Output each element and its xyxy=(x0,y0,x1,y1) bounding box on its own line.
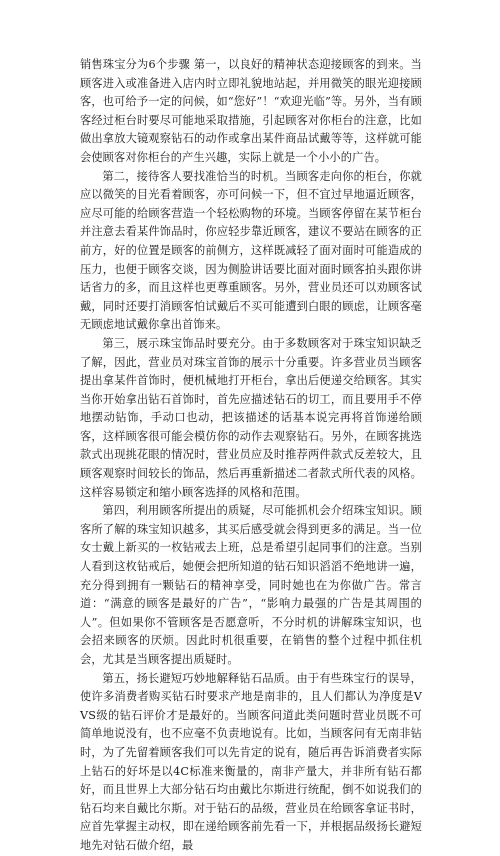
paragraph-step-four: 第四，利用顾客所提出的质疑，尽可能抓机会介绍珠宝知识。顾客所了解的珠宝知识越多，其买后感受就会得到更多的满足。当一位女士戴上新买的一枚钻戒去上班，总是希望引起同事们的注意。当别人看到这枚钻戒后，她便会把所知道的钻石知识滔滔不绝地讲一遍，充分得到拥有一颗钻石的精神享受，同时她也在为你做广告。常言道：“满意的顾客是最好的广告”，“影响力最强的广告是其周围的人”。但如果你不管顾客是否愿意听，不分时机的讲解珠宝知识，也会招来顾客的厌烦。因此时机很重要，在销售的整个过程中抓住机会，尤其是当顾客提出质疑时。 xyxy=(80,504,422,666)
paragraph-intro-step-one: 销售珠宝分为6个步骤 第一，以良好的精神状态迎接顾客的到来。当顾客进入或准备进入店内时立即礼貌地站起，并用微笑的眼光迎接顾客，也可给予一定的问候，如“您好”！“欢迎光临”等。另外，当有顾客经过柜台时要尽可能地采取措施，引起顾客对你柜台的注意，比如做出拿放大镜观察钻石的动作或拿出某件商品试戴等等，这样就可能会使顾客对你柜台的产生兴趣，实际上就是一个小小的广告。 xyxy=(80,58,422,164)
paragraph-step-three: 第三，展示珠宝饰品时要充分。由于多数顾客对于珠宝知识缺乏了解，因此，营业员对珠宝首饰的展示十分重要。许多营业员当顾客提出拿某件首饰时，便机械地打开柜台，拿出后便递交给顾客。其实当你开始拿出钻石首饰时，首先应描述钻石的切工，而且要用手不停地摆动钻饰，手动口也动，把该描述的话基本说完再将首饰递给顾客，这样顾客很可能会模仿你的动作去观察钻石。另外，在顾客挑选款式出现挑花眼的情况时，营业员应及时推荐两件款式反差较大，且顾客观察时间较长的饰品，然后再重新描述二者款式所代表的风格。这样容易锁定和缩小顾客选择的风格和范围。 xyxy=(80,336,422,499)
paragraph-step-two: 第二，接待客人要找准恰当的时机。当顾客走向你的柜台，你就应以微笑的目光看着顾客，亦可问候一下，但不宜过早地逼近顾客，应尽可能的给顾客营造一个轻松购物的环境。当顾客停留在某节柜台并注意去看某件饰品时，你应轻步靠近顾客，建议不要站在顾客的正前方，好的位置是顾客的前侧方，这样既减轻了面对面时可能造成的压力，也便于顾客交谈，因为侧脸讲话要比面对面时顾客拍头跟你讲话省力的多，而且这样也更尊重顾客。另外，营业员还可以劝顾客试戴，同时还要打消顾客怕试戴后不买可能遭到白眼的顾虑，让顾客毫无顾虑地试戴你拿出首饰来。 xyxy=(80,169,422,332)
paragraph-step-five: 第五，扬长避短巧妙地解释钻石品质。由于有些珠宝行的误导，使许多消费者购买钻石时要求产地是南非的，且人们都认为净度是VVS级的钻石评价才是最好的。当顾客问道此类问题时营业员既不可简单地说没有，也不应毫不负责地说有。比如，当顾客问有无南非钻时，为了先留着顾客我们可以先肯定的说有，随后再告诉消费者实际上钻石的好坏是以4C标准来衡量的，南非产量大，并非所有钻石都好，而且世界上大部分钻石均由戴比尔斯进行统配，倒不如说我们的钻石均来自戴比尔斯。对于钻石的品级，营业员在给顾客拿证书时，应首先掌握主动权，即在递给顾客前先看一下，并根据品级扬长避短地先对钻石做介绍，最 xyxy=(80,671,422,852)
